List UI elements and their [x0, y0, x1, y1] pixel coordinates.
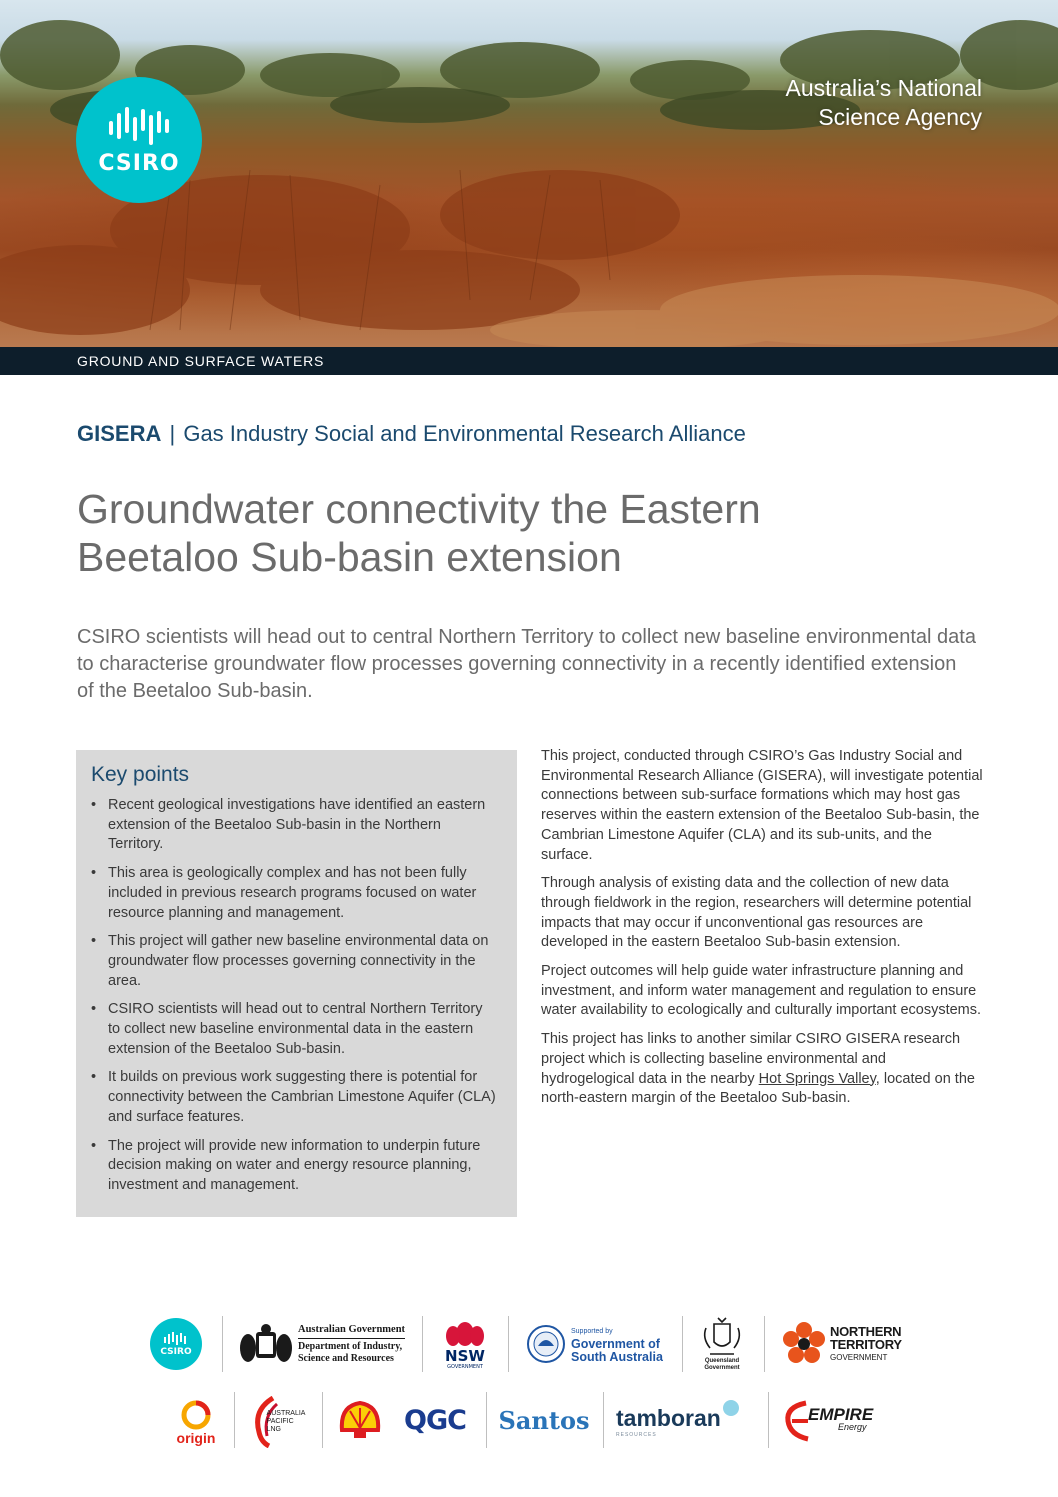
- sa-supported-text: Supported by: [571, 1327, 613, 1335]
- divider: [486, 1392, 487, 1448]
- hot-springs-valley-link[interactable]: Hot Springs Valley: [758, 1070, 876, 1087]
- key-points-box: [76, 750, 517, 1217]
- list-item: • Recent geological investigations have identified an eastern extension of the Beetaloo Sub-basin in the Northern Territory.: [91, 796, 497, 855]
- australian-government-logo: [238, 1318, 408, 1370]
- title-line2: Beetaloo Sub-basin extension: [77, 534, 622, 580]
- agency-tagline: [786, 74, 982, 132]
- sa-line2: South Australia: [571, 1349, 663, 1364]
- program-name: Gas Industry Social and Environmental Research Alliance: [183, 421, 746, 446]
- aus-gov-line3: Science and Resources: [298, 1352, 394, 1364]
- qld-line2: Government: [704, 1365, 740, 1371]
- aplng-line2: PACIFIC: [266, 1418, 294, 1425]
- tamboran-logo: [616, 1396, 752, 1446]
- csiro-bars-icon: [107, 105, 171, 147]
- origin-text: origin: [176, 1429, 216, 1446]
- aplng-line1: AUSTRALIA: [266, 1410, 306, 1417]
- south-australia-government-logo: [526, 1320, 671, 1368]
- sa-line1: Government of: [571, 1336, 660, 1351]
- list-item: • This project will gather new baseline environmental data on groundwater flow processes governing connectivity in the area.: [91, 932, 497, 991]
- divider: [682, 1316, 683, 1372]
- shell-pecten-icon: [338, 1400, 382, 1440]
- list-item: • This area is geologically complex and has not been fully included in previous research programs focused on water resource planning and management.: [91, 864, 497, 923]
- qld-line1: Queensland: [704, 1358, 740, 1364]
- category-label: GROUND AND SURFACE WATERS: [0, 347, 1058, 375]
- csiro-small-bars-icon: [163, 1331, 189, 1347]
- divider: [603, 1392, 604, 1448]
- partner-logos: [0, 1300, 1058, 1460]
- divider: [222, 1316, 223, 1372]
- divider: [508, 1316, 509, 1372]
- divider: [322, 1392, 323, 1448]
- intro-paragraph: CSIRO scientists will head out to central Northern Territory to collect new baseline environmental data to characterise groundwater flow processes governing connectivity in a recently identified extension of the Beetaloo Sub-basin.: [77, 626, 976, 702]
- tamboran-text: tamboran: [616, 1404, 721, 1431]
- qld-crest-icon: [700, 1316, 744, 1358]
- tagline-line1: Australia’s National: [785, 75, 982, 101]
- program-acronym: GISERA: [77, 421, 162, 446]
- body-paragraph-4: [541, 1030, 983, 1109]
- key-points-list: [91, 796, 497, 1196]
- hero-banner: [0, 0, 1058, 347]
- nsw-text: NSW: [445, 1347, 485, 1365]
- tamboran-dot-icon: [722, 1399, 740, 1417]
- divider: [764, 1316, 765, 1372]
- key-points-heading: Key points: [91, 763, 190, 786]
- aus-gov-line1: Australian Government: [298, 1324, 405, 1339]
- tagline-line2: Science Agency: [818, 104, 982, 130]
- queensland-government-logo: [698, 1314, 746, 1374]
- body-paragraph-3: Project outcomes will help guide water infrastructure planning and investment, and inform water management and regulation to ensure water availability to ecologically and culturally important ecosystems.: [541, 963, 982, 1019]
- csiro-logo-text: CSIRO: [98, 150, 180, 176]
- csiro-logo: [76, 77, 202, 203]
- divider: [422, 1316, 423, 1372]
- nt-line2: TERRITORY: [830, 1336, 902, 1352]
- sa-seal-icon: [526, 1324, 566, 1364]
- divider: [768, 1392, 769, 1448]
- empire-sub-text: Energy: [838, 1422, 867, 1432]
- aus-gov-line2: Department of Industry,: [298, 1340, 403, 1352]
- desert-rose-icon: [782, 1322, 826, 1366]
- page-title: [77, 485, 977, 581]
- body-p4-after: , located on the north-eastern margin of the Beetaloo Sub-basin.: [541, 1070, 975, 1107]
- origin-logo: [172, 1394, 220, 1450]
- tamboran-sub-text: RESOURCES: [616, 1431, 657, 1438]
- empire-energy-logo: [782, 1396, 886, 1446]
- empire-text: EMPIRE: [808, 1405, 874, 1424]
- shell-logo: [336, 1398, 384, 1442]
- body-p4-before: This project has links to another similar CSIRO GISERA research project which is collecting baseline environmental and hydrogelogical data in the nearby: [541, 1031, 961, 1087]
- origin-ring-icon: [180, 1399, 212, 1431]
- program-separator: |: [169, 421, 176, 446]
- aplng-line3: LNG: [266, 1426, 281, 1433]
- qgc-logo: [398, 1400, 472, 1440]
- northern-territory-government-logo: [782, 1320, 912, 1368]
- title-line1: Groundwater connectivity the Eastern: [77, 486, 761, 532]
- body-paragraph-1: This project, conducted through CSIRO’s Gas Industry Social and Environmental Research Alliance (GISERA), will investigate potential connections between sub-surface formations which may host gas reserves within the eastern extension of the Beetaloo Sub-basin, the Cambrian Limestone Aquifer (CLA) and its sub-units, and the surface.: [541, 748, 983, 863]
- body-paragraph-2: Through analysis of existing data and the collection of new data through fieldwork in the region, researchers will determine potential impacts that may occur if unconventional gas resources are developed in the eastern Beetaloo Sub-basin extension.: [541, 875, 972, 951]
- program-header: [77, 421, 746, 447]
- nsw-sub-text: GOVERNMENT: [447, 1364, 483, 1370]
- list-item: • CSIRO scientists will head out to central Northern Territory to collect new baseline environmental data in the eastern extension of the Beetaloo Sub-basin.: [91, 1000, 497, 1059]
- australia-pacific-lng-logo: [248, 1394, 308, 1450]
- list-item: • It builds on previous work suggesting there is potential for connectivity between the Cambrian Limestone Aquifer (CLA) and surface features.: [91, 1068, 497, 1127]
- coat-of-arms-icon: [238, 1322, 294, 1366]
- csiro-small-text: CSIRO: [160, 1347, 192, 1357]
- santos-logo: [498, 1400, 590, 1440]
- waratah-icon: [444, 1320, 486, 1348]
- santos-text: Santos: [498, 1405, 590, 1435]
- nt-line1: NORTHERN: [830, 1323, 902, 1339]
- nt-line3: GOVERNMENT: [830, 1352, 888, 1362]
- divider: [234, 1392, 235, 1448]
- list-item: • The project will provide new information to underpin future decision making on water and energy resource planning, investment and management.: [91, 1137, 497, 1196]
- qgc-text: QGC: [404, 1404, 466, 1436]
- csiro-partner-logo: [150, 1318, 202, 1370]
- body-text: [541, 747, 983, 1118]
- nsw-government-logo: [440, 1316, 490, 1374]
